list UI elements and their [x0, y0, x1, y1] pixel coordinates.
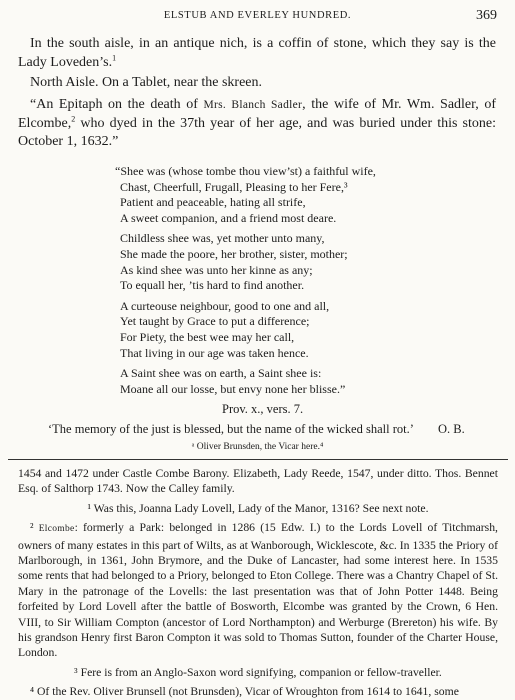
epitaph-intro-text-2: , the wife of Mr. Wm. Sadler, of Elcombe, [18, 97, 496, 131]
memory-quote: ‘The memory of the just is blessed, but the name of the wicked shall rot.’ [48, 422, 414, 436]
poem-line: “Shee was (whose tombe thou view’st) a faithful wife, [115, 164, 376, 178]
epitaph-intro-text: “An Epitaph on the death of [30, 97, 204, 112]
poem-line: A Saint shee was on earth, a Saint shee is: [120, 366, 322, 381]
poem-line: For Piety, the best wee may her call, [120, 329, 295, 344]
footnote-ref-1: 1 [112, 52, 117, 62]
epitaph-poem [115, 164, 500, 402]
footnotes [18, 466, 498, 700]
footnote-2 [18, 520, 498, 661]
poem-line: A sweet companion, and a friend most deare. [120, 210, 337, 225]
initials: O. B. [438, 422, 465, 436]
poem-line: Moane all our losse, but envy none her blisse.” [120, 381, 346, 396]
footnote-2-text: : formerly a Park: belonged in 1286 (15 Edw. I.) to the Lords Lovell of Titchmarsh, owners of many estates in this part of Wilts, as at Wanborough, Wicklescote, &c. In 1335 the Priory of Marlborough, in 1361, John Brymore, and the Duke of Lancaster, had some interest here. In 1535 some rents that had belonged to a Priory, belonged to Eton College. There was a Chantry Chapel of St. Mary in the patronage of the Lovells: the last presentation was that of John Potter 1448. Being forfeited by Lord Lovell after the battle of Bosworth, Elcombe was granted by the Crown, 6 Hen. VIII, to Sir William Compton (ancestor of Lord Northampton) and Werburge (Brereton) his wife. By his grandson Henry first Baron Compton it was sold to Thomas Sutton, founder of the Charter House, London. [18, 521, 498, 660]
footnote-ref-2: 2 [71, 113, 76, 123]
poem-line: As kind shee was unto her kinne as any; [120, 262, 313, 277]
poem-stanza-3 [120, 299, 500, 361]
paragraph-north-aisle: North Aisle. On a Tablet, near the skreen. [30, 75, 263, 90]
epitaph-intro-text-3: who dyed in the 37th year of her age, and was buried under this stone: October 1, 1632.” [18, 115, 496, 150]
footnote-continuation: 1454 and 1472 under Castle Combe Barony. Elizabeth, Lady Reede, 1547, under ditto. Thos. Bennet Esq. of Salthorp 1743. Now the Calley family. [18, 467, 498, 496]
poem-line: That living in our age was taken hence. [120, 345, 309, 360]
page-number: 369 [476, 8, 497, 23]
footnote-4: ⁴ Of the Rev. Oliver Brunsell (not Brunsden), Vicar of Wroughton from 1614 to 1641, some [30, 685, 459, 699]
poem-line: She made the poore, her brother, sister, mother; [120, 246, 348, 261]
vicar-note: ᵃ Oliver Brunsden, the Vicar here.⁴ [191, 442, 324, 452]
poem-line: Childless shee was, yet mother unto many, [120, 231, 325, 246]
poem-stanza-1 [115, 164, 500, 226]
footnote-2-term: Elcombe [38, 524, 75, 535]
poem-line: To equall her, ’tis hard to find another. [120, 278, 305, 293]
poem-stanza-4 [120, 366, 500, 397]
poem-line: Chast, Cheerfull, Frugall, Pleasing to her Fere,³ [120, 179, 348, 194]
footnote-divider [8, 459, 508, 460]
scripture-reference: Prov. x., vers. 7. [222, 402, 304, 416]
paragraph-epitaph-intro [18, 96, 496, 152]
footnote-2-mark: ² [30, 521, 39, 535]
poem-line: Yet taught by Grace to put a difference; [120, 314, 310, 329]
footnote-1: ¹ Was this, Joanna Lady Lovell, Lady of the Manor, 1316? See next note. [87, 501, 429, 515]
poem-line: A curteouse neighbour, good to one and all, [120, 298, 330, 313]
poem-line: Patient and peaceable, hating all strife, [120, 195, 306, 210]
epitaph-name: Mrs. Blanch Sadler [203, 99, 303, 111]
paragraph-coffin [18, 35, 496, 72]
paragraph-coffin-text: In the south aisle, in an antique nich, is a coffin of stone, which they say is the Lady Loveden’s. [18, 36, 496, 70]
running-header [0, 8, 515, 26]
footnote-3: ³ Fere is from an Anglo-Saxon word signifying, companion or fellow-traveller. [74, 665, 442, 679]
running-title: ELSTUB AND EVERLEY HUNDRED. [163, 10, 352, 21]
poem-stanza-2 [120, 231, 500, 293]
